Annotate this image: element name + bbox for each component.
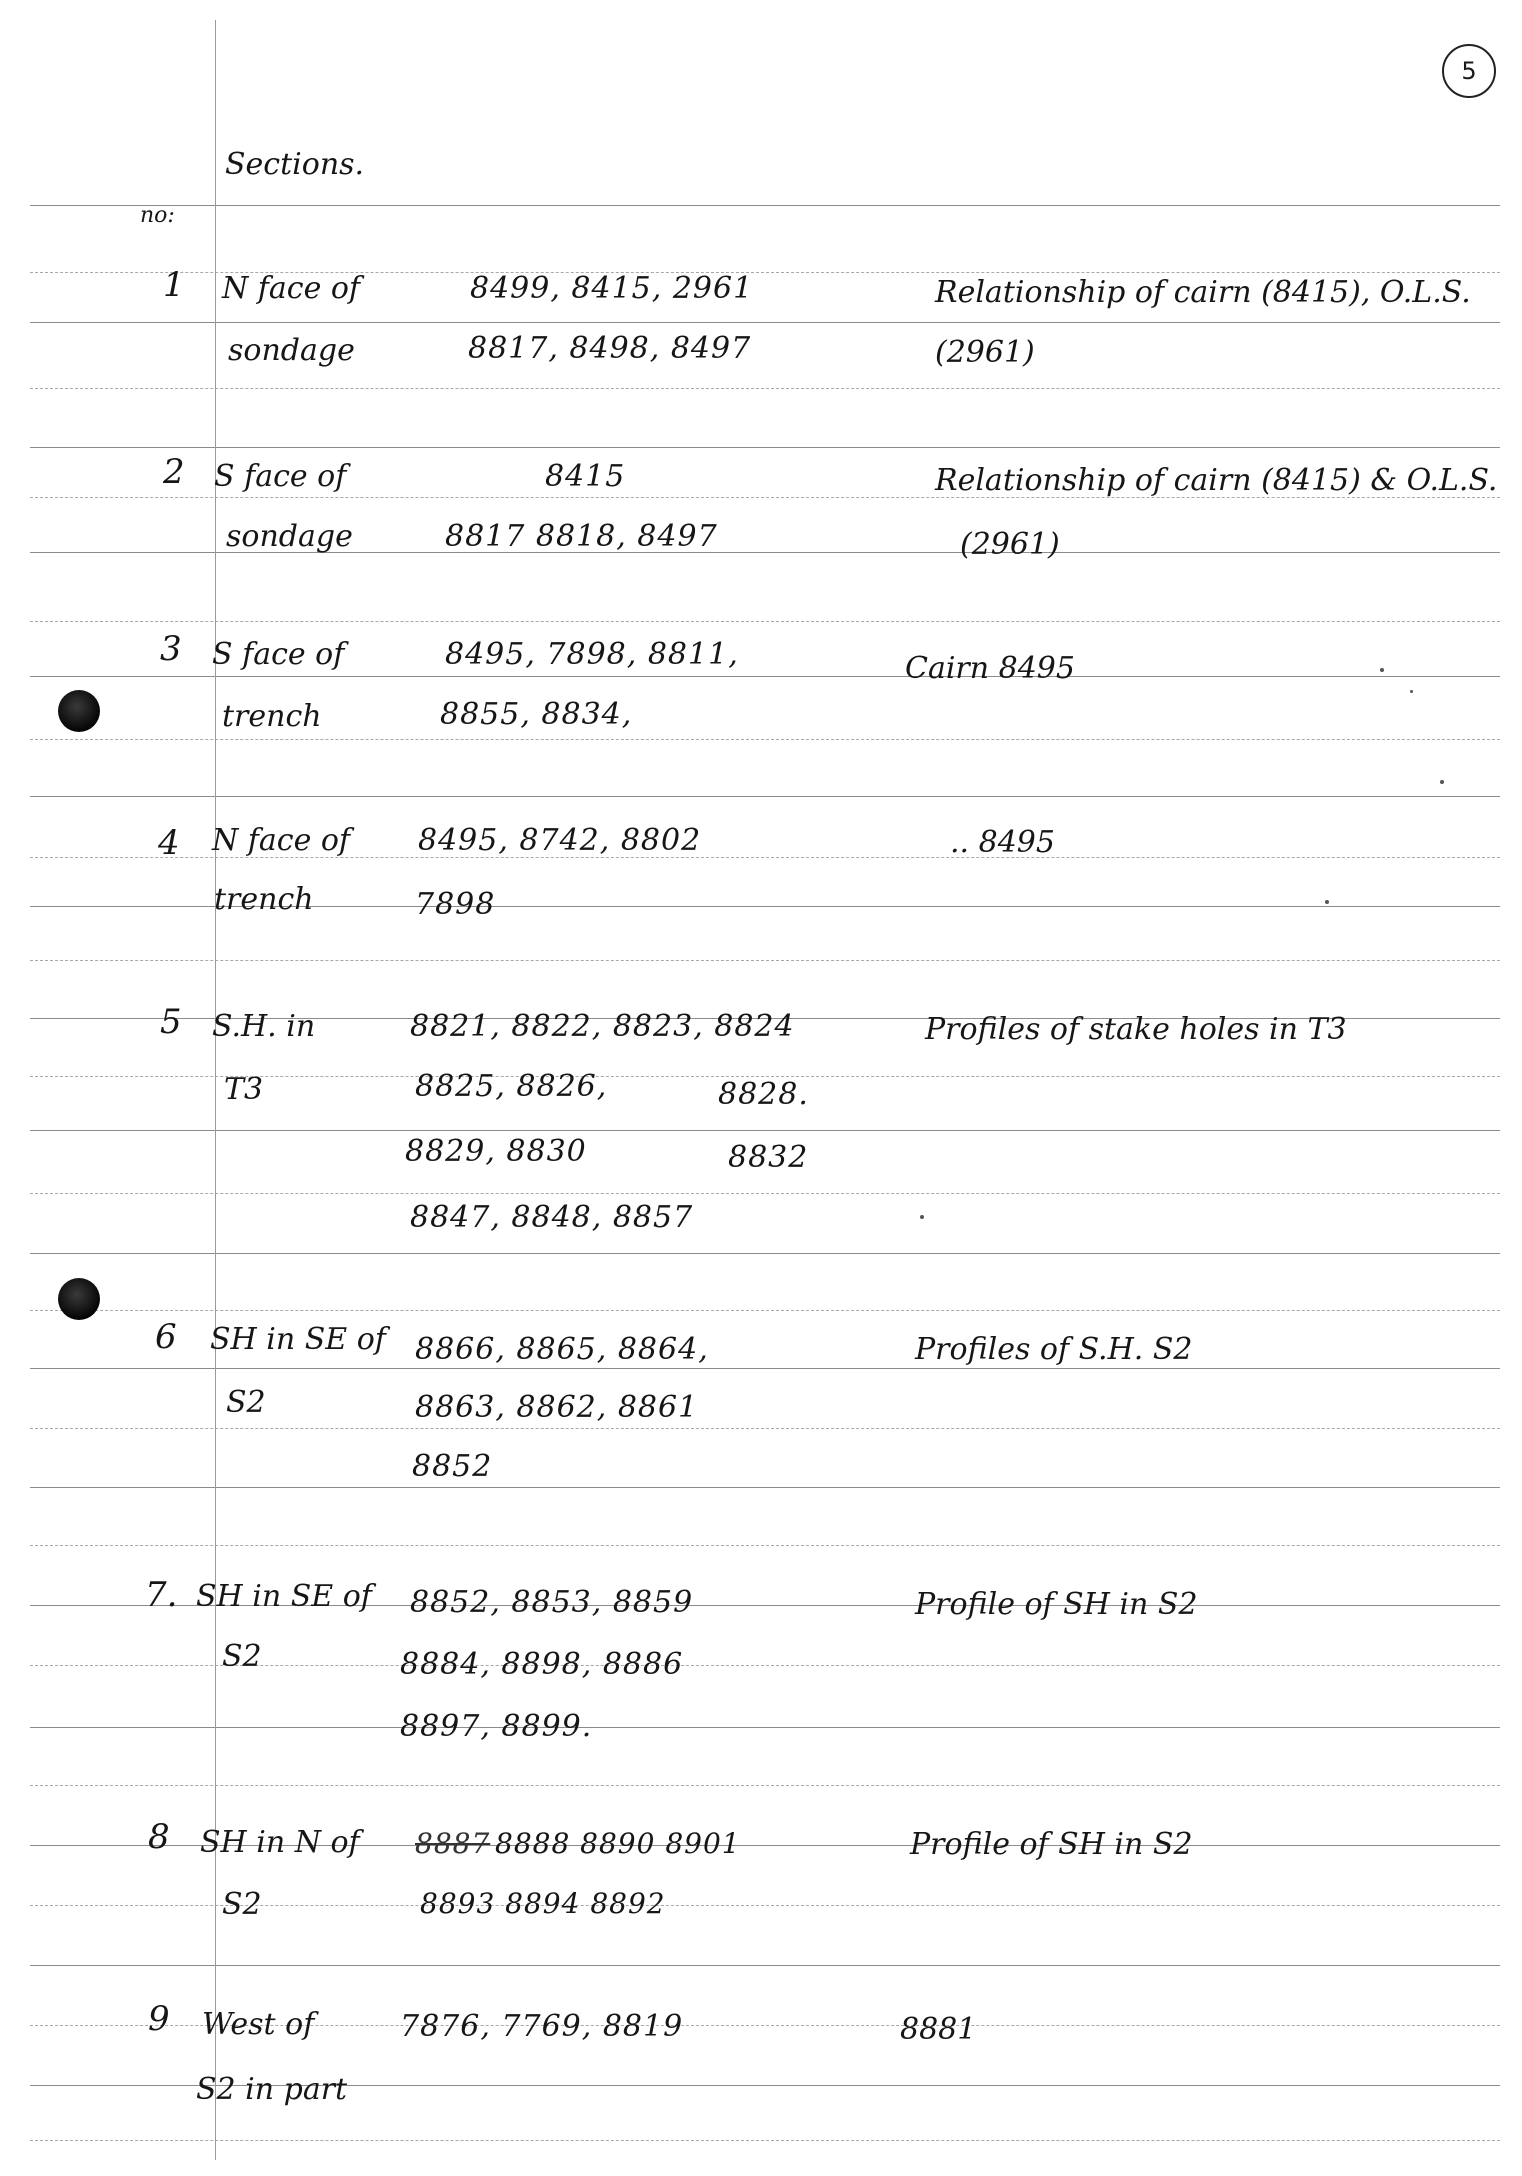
section-note: Profile of SH in S2 <box>910 1827 1193 1862</box>
section-note: .. 8495 <box>950 825 1055 860</box>
section-location: sondage <box>228 333 355 368</box>
section-location: SH in N of <box>200 1825 360 1860</box>
section-location: S face of <box>214 459 347 494</box>
section-location: trench <box>222 699 322 734</box>
section-number: 2 <box>163 452 185 492</box>
context-numbers: 8852, 8853, 8859 <box>410 1585 694 1620</box>
context-numbers: 8817, 8498, 8497 <box>468 331 752 366</box>
context-numbers: 8415 <box>545 459 626 494</box>
page-number: 5 <box>1442 44 1496 98</box>
scan-speck <box>1325 900 1329 904</box>
section-number: 1 <box>163 265 185 305</box>
context-numbers: 8884, 8898, 8886 <box>400 1647 684 1682</box>
section-location: N face of <box>222 271 361 306</box>
section-location: sondage <box>226 519 353 554</box>
punch-hole-bottom <box>58 1278 100 1320</box>
section-note: Cairn 8495 <box>905 651 1075 686</box>
context-numbers: 8847, 8848, 8857 <box>410 1200 694 1235</box>
section-location: T3 <box>224 1072 264 1107</box>
section-location: S2 <box>222 1887 262 1922</box>
section-location: S.H. in <box>212 1009 316 1044</box>
section-number: 7. <box>145 1575 178 1615</box>
scan-speck <box>920 1215 924 1219</box>
struck-context: 8887 <box>415 1827 491 1860</box>
context-numbers: 8495, 7898, 8811, <box>445 637 739 672</box>
context-numbers: 8888 8890 8901 <box>495 1827 741 1860</box>
section-note: Relationship of cairn (8415) & O.L.S. <box>935 463 1498 498</box>
scan-speck <box>1380 668 1384 672</box>
context-numbers: 8829, 8830 <box>405 1134 587 1169</box>
context-numbers: 8821, 8822, 8823, 8824 <box>410 1009 795 1044</box>
section-note: (2961) <box>935 335 1035 370</box>
section-note: Profiles of S.H. S2 <box>915 1332 1193 1367</box>
context-numbers: 8852 <box>412 1449 493 1484</box>
section-number: 9 <box>148 1999 170 2039</box>
context-numbers: 8817 8818, 8497 <box>445 519 718 554</box>
section-number: 6 <box>155 1317 177 1357</box>
section-location: SH in SE of <box>196 1579 372 1614</box>
punch-hole-top <box>58 690 100 732</box>
section-number: 4 <box>158 823 180 863</box>
heading: Sections. <box>225 147 365 182</box>
section-note: Profiles of stake holes in T3 <box>925 1012 1347 1047</box>
context-numbers: 8825, 8826, <box>415 1069 608 1104</box>
section-location: S face of <box>212 637 345 672</box>
section-location: West of <box>202 2007 315 2042</box>
context-numbers: 8893 8894 8892 <box>420 1887 666 1920</box>
context-numbers: 7876, 7769, 8819 <box>400 2009 684 2044</box>
section-location: S2 <box>226 1385 266 1420</box>
context-numbers: 8495, 8742, 8802 <box>418 823 702 858</box>
section-location: SH in SE of <box>210 1322 386 1357</box>
context-numbers: 8832 <box>728 1140 809 1175</box>
context-numbers: 8897, 8899. <box>400 1709 593 1744</box>
section-number: 5 <box>160 1002 182 1042</box>
scan-speck <box>1440 780 1444 784</box>
section-location: N face of <box>212 823 351 858</box>
context-numbers: 8828. <box>718 1077 809 1112</box>
section-note: Profile of SH in S2 <box>915 1587 1198 1622</box>
section-location: S2 in part <box>196 2072 348 2107</box>
context-numbers: 7898 <box>415 887 496 922</box>
section-note: (2961) <box>960 527 1060 562</box>
context-numbers: 8866, 8865, 8864, <box>415 1332 709 1367</box>
section-number: 8 <box>148 1817 170 1857</box>
section-location: S2 <box>222 1639 262 1674</box>
scan-speck <box>1410 690 1413 693</box>
section-number: 3 <box>160 629 182 669</box>
context-numbers: 8855, 8834, <box>440 697 633 732</box>
section-location: trench <box>214 882 314 917</box>
column-label: no: <box>140 203 175 228</box>
context-numbers: 8499, 8415, 2961 <box>470 271 754 306</box>
section-note: Relationship of cairn (8415), O.L.S. <box>935 275 1471 310</box>
section-note: 8881 <box>900 2012 977 2047</box>
context-numbers: 8863, 8862, 8861 <box>415 1390 699 1425</box>
